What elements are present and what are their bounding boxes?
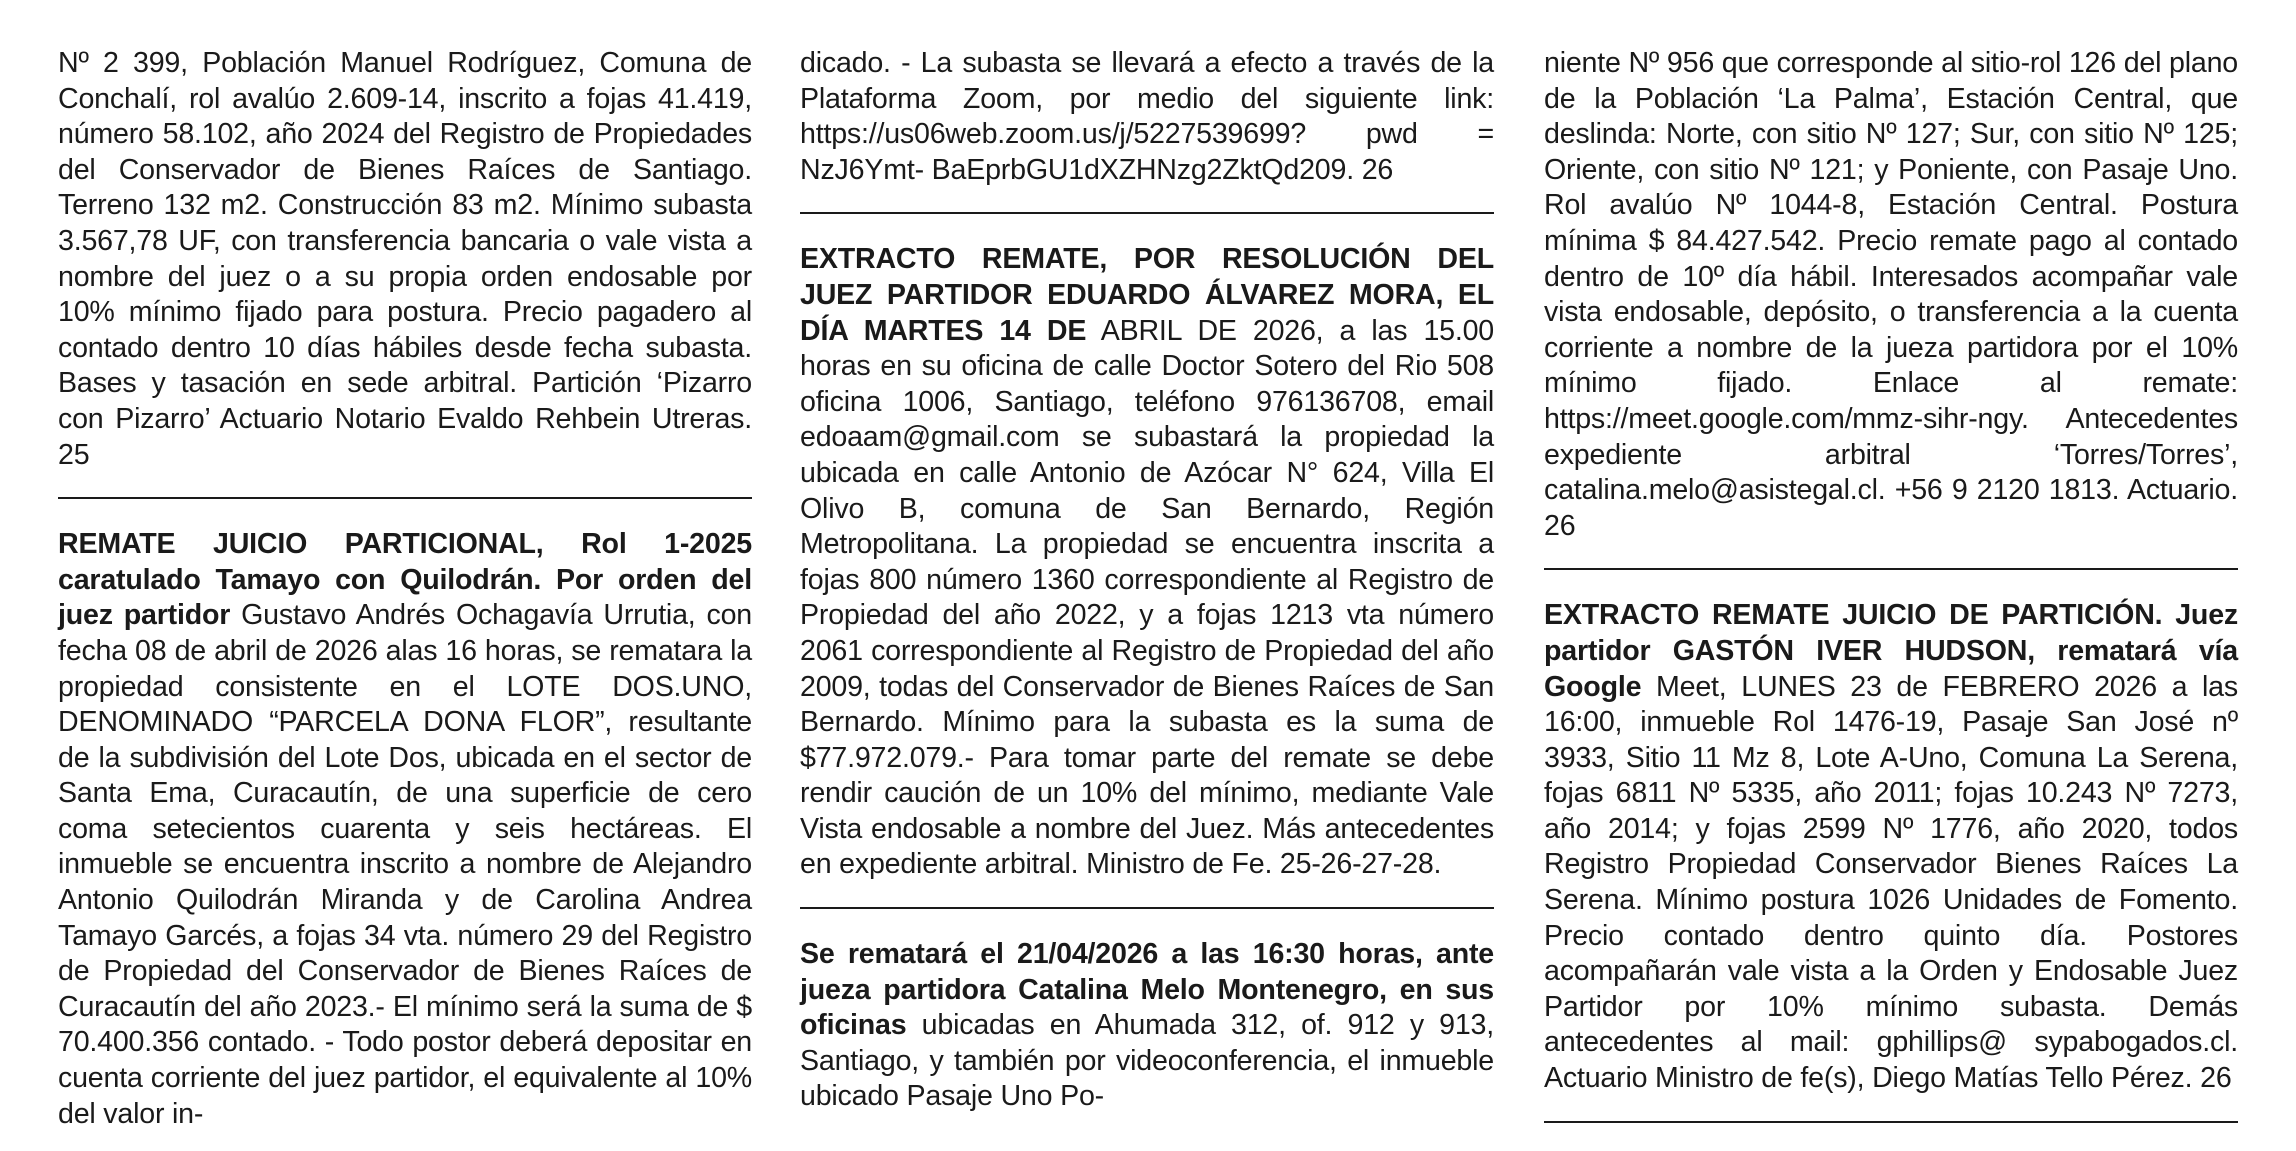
notice-tamayo-quilodran xyxy=(58,527,752,1132)
divider xyxy=(800,212,1494,214)
notice-zoom-continuation xyxy=(800,46,1494,188)
notice-melo-montenegro xyxy=(800,937,1494,1115)
notice-text: Meet, LUNES 23 de FEBRERO 2026 a las 16:00, inmueble Rol 1476-19, Pasaje San José nº 3933, Sitio 11 Mz 8, Lote A-Uno, Comuna La Serena, fojas 6811 Nº 5335, año 2011; fojas 10.243 Nº 7273, año 2014; y fojas 2599 Nº 1776, año 2020, todos Registro Propiedad Conservador Bienes Raíces La Serena. Mínimo postura 1026 Unidades de Fomento. Precio contado dentro quinto día. Postores acompañarán vale vista a la Orden y Endosable Juez Partidor por 10% mínimo subasta. Demás antecedentes al mail: gphillips@ sypabogados.cl. Actuario Ministro de fe(s), Diego Matías Tello Pérez. 26 xyxy=(1544,670,2238,1095)
notice-iver-hudson xyxy=(1544,598,2238,1096)
divider xyxy=(1544,568,2238,570)
column-2 xyxy=(800,46,1494,1115)
notice-heading: EXTRACTO REMATE, POR RESOLUCIÓN DEL JUEZ PARTIDOR EDUARDO ÁLVAREZ MORA, EL DÍA MARTES 14 DE xyxy=(800,243,1494,347)
notice-conchali xyxy=(58,46,752,473)
column-3 xyxy=(1544,46,2238,1151)
notice-alvarez-mora xyxy=(800,242,1494,883)
divider xyxy=(800,907,1494,909)
notice-text: Gustavo Andrés Ochagavía Urrutia, con fecha 08 de abril de 2026 alas 16 horas, se rematara la propiedad consistente en el LOTE DOS.UNO, DENOMINADO “PARCELA DONA FLOR”, resultante de la subdivisión del Lote Dos, ubicada en el sector de Santa Ema, Curacautín, de una superficie de cero coma setecientos cuarenta y seis hectáreas. El inmueble se encuentra inscrito a nombre de Alejandro Antonio Quilodrán Miranda y de Carolina Andrea Tamayo Garcés, a fojas 34 vta. número 29 del Registro de Propiedad del Conservador de Bienes Raíces de Curacautín del año 2023.- El mínimo será la suma de $ 70.400.356 contado. - Todo postor deberá depositar en cuenta corriente del juez partidor, el equivalente al 10% del valor in- xyxy=(58,599,752,1130)
column-1 xyxy=(58,46,752,1132)
notice-text: Nº 2 399, Población Manuel Rodríguez, Comuna de Conchalí, rol avalúo 2.609-14, inscrito a fojas 41.419, número 58.102, año 2024 del Registro de Propiedades del Conservador de Bienes Raíces de Santiago. Terreno 132 m2. Construcción 83 m2. Mínimo subasta 3.567,78 UF, con transferencia bancaria o vale vista a nombre del juez o a su propia orden endosable por 10% mínimo fijado para postura. Precio pagadero al contado dentro 10 días hábiles desde fecha subasta. Bases y tasación en sede arbitral. Partición ‘Pizarro con Pizarro’ Actuario Notario Evaldo Rehbein Utreras. 25 xyxy=(58,47,752,471)
divider xyxy=(1544,1121,2238,1123)
notice-text: ABRIL DE 2026, a las 15.00 horas en su oficina de calle Doctor Sotero del Rio 508 oficina 1006, Santiago, teléfono 976136708, email edoaam@gmail.com se subastará la propiedad la ubicada en calle Antonio de Azócar N° 624, Villa El Olivo B, comuna de San Bernardo, Región Metropolitana. La propiedad se encuentra inscrita a fojas 800 número 1360 correspondiente al Registro de Propiedad del año 2022, y a fojas 1213 vta número 2061 correspondiente al Registro de Propiedad del año 2009, todas del Conservador de Bienes Raíces de San Bernardo. Mínimo para la subasta es la suma de $77.972.079.- Para tomar parte del remate se debe rendir caución de un 10% del mínimo, mediante Vale Vista endosable a nombre del Juez. Más antecedentes en expediente arbitral. Ministro de Fe. 25-26-27-28. xyxy=(800,314,1494,881)
notice-heading: Se rematará el 21/04/2026 a las 16:30 horas, ante jueza partidora Catalina Melo Montenegro, en sus oficinas xyxy=(800,938,1494,1042)
notice-heading: EXTRACTO REMATE JUICIO DE PARTICIÓN. Juez partidor GASTÓN IVER HUDSON, rematará vía Google xyxy=(1544,599,2238,703)
notice-heading: REMATE JUICIO PARTICIONAL, Rol 1-2025 caratulado Tamayo con Quilodrán. Por orden del juez partidor xyxy=(58,528,752,632)
notice-la-palma-continuation xyxy=(1544,46,2238,544)
notice-text: niente Nº 956 que corresponde al sitio-rol 126 del plano de la Población ‘La Palma’, Estación Central, que deslinda: Norte, con sitio Nº 127; Sur, con sitio Nº 125; Oriente, con sitio Nº 121; y Poniente, con Pasaje Uno. Rol avalúo Nº 1044-8, Estación Central. Postura mínima $ 84.427.542. Precio remate pago al contado dentro de 10º día hábil. Interesados acompañar vale vista endosable, depósito, o transferencia a la cuenta corriente a nombre de la jueza partidora por el 10% mínimo fijado. Enlace al remate: https://meet.google.com/mmz-sihr-ngy. Antecedentes expediente arbitral ‘Torres/Torres’, catalina.melo@asistegal.cl. +56 9 2120 1813. Actuario. 26 xyxy=(1544,47,2238,542)
divider xyxy=(58,497,752,499)
notice-text: dicado. - La subasta se llevará a efecto a través de la Plataforma Zoom, por medio del siguiente link: https://us06web.zoom.us/j/5227539699? pwd = NzJ6Ymt- BaEprbGU1dXZHNzg2ZktQd209. 26 xyxy=(800,47,1494,186)
notice-text: ubicadas en Ahumada 312, of. 912 y 913, Santiago, y también por videoconferencia, el inmueble ubicado Pasaje Uno Po- xyxy=(800,1009,1494,1113)
